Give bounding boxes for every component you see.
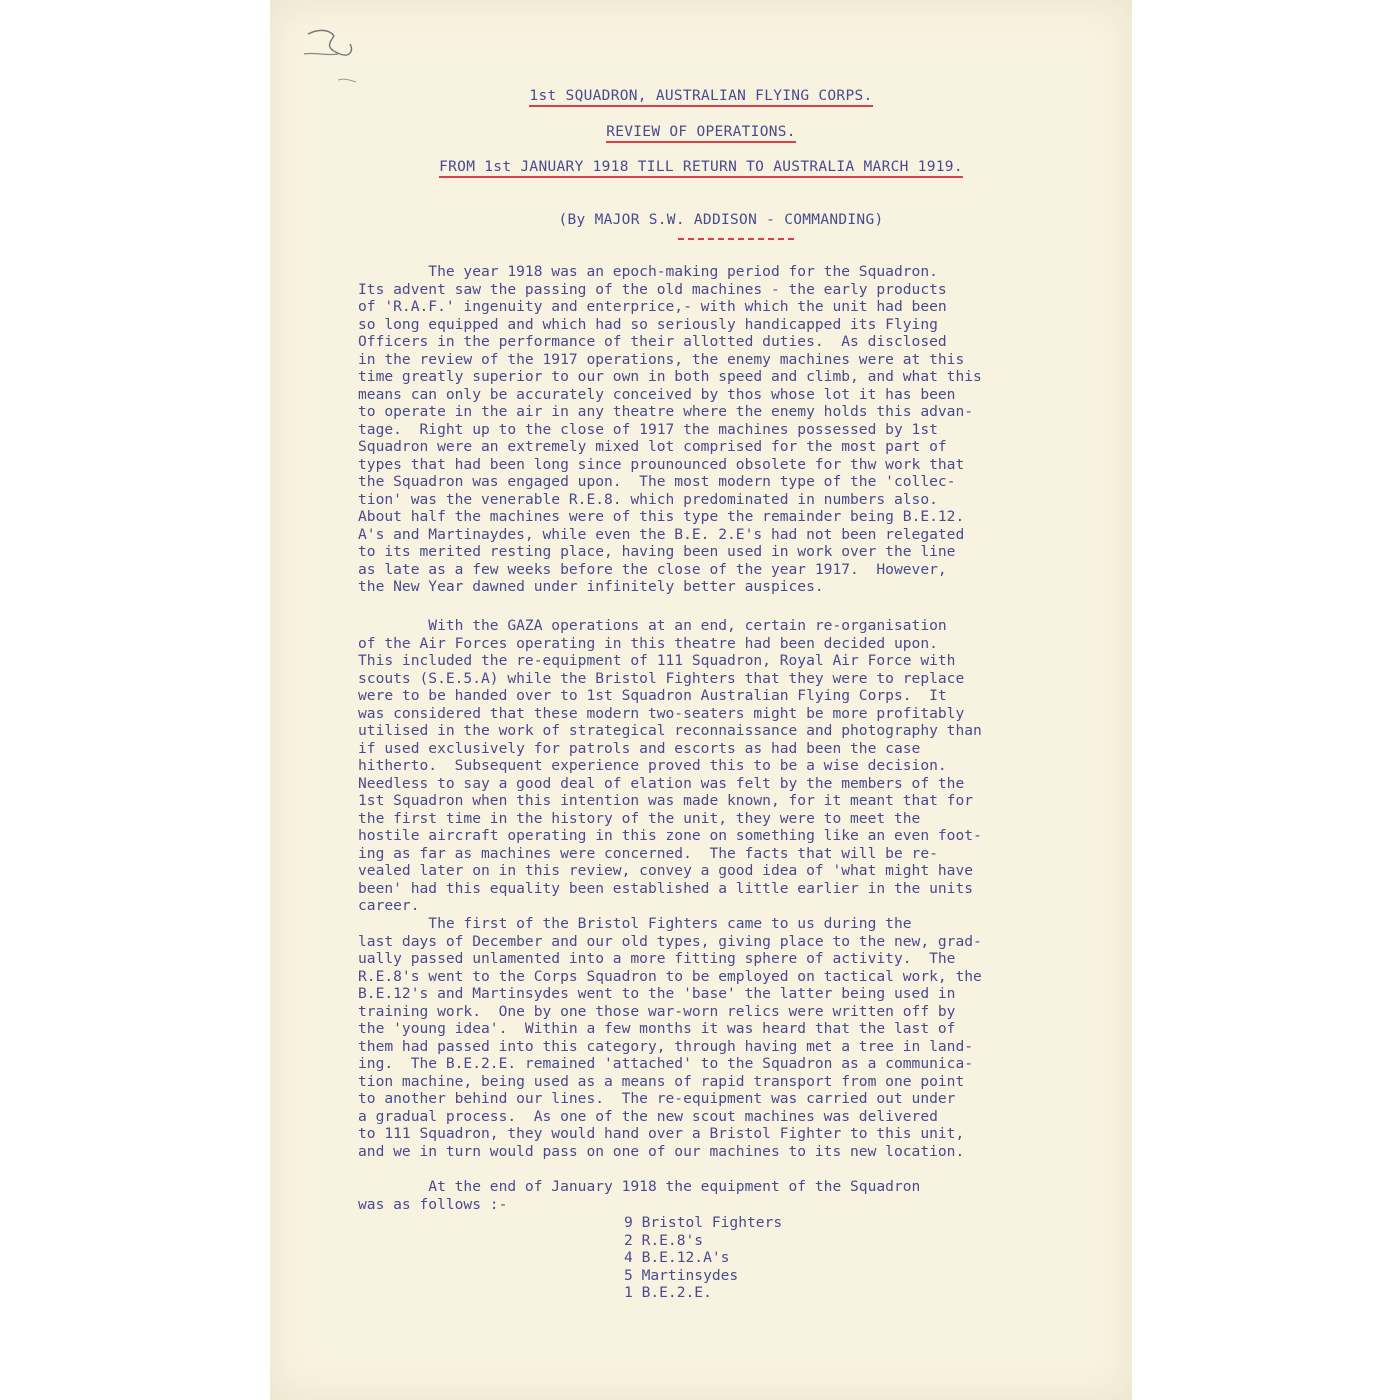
pencil-annotation-icon [300, 20, 370, 90]
list-item: 9 Bristol Fighters [624, 1214, 783, 1231]
paragraph-1: The year 1918 was an epoch-making period for the Squadron. Its advent saw the passing of the old machines - the early products of 'R.A.F.' ingenuity and enterprice,- with which the unit had been so long equipped and which had so seriously handicapped its Flying Officers in the performance of their allotted duties. As disclosed in the review of the 1917 operations, the enemy machines were at this time greatly superior to our own in both speed and climb, and what this means can only be accurately conceived by thos whose lot it has been to operate in the air in any theatre where the enemy holds this advan- tage. Right up to the close of 1917 the machines possessed by 1st Squadron were an extremely mixed lot comprised for the most part of types that had been long since prounounced obsolete for thw work that the Squadron was engaged upon. The most modern type of the 'collec- tion' was the venerable R.E.8. which predominated in numbers also. About half the machines were of this type the remainder being B.E.12. A's and Martinaydes, while even the B.E. 2.E's had not been relegated to its merited resting place, having been used in work over the line as late as a few weeks before the close of the year 1917. However, the New Year dawned under infinitely better auspices. [358, 263, 982, 595]
heading-squadron: 1st SQUADRON, AUSTRALIAN FLYING CORPS. [270, 88, 1132, 107]
heading-review: REVIEW OF OPERATIONS. [270, 124, 1132, 143]
list-item: 2 R.E.8's [624, 1231, 704, 1249]
byline: (By MAJOR S.W. ADDISON - COMMANDING) [558, 212, 884, 228]
equipment-list [624, 1214, 924, 1302]
byline-underline [678, 238, 794, 240]
list-item: 1 B.E.2.E. [624, 1284, 712, 1301]
paragraph-3: The first of the Bristol Fighters came to us during the last days of December and our old types, giving place to the new, grad- ually passed unlamented into a more fitting sphere of activity. The R.E.8's went to the Corps Squadron to be employed on tactical work, the B.E.12's and Martinsydes went to the 'base' the latter being used in training work. One by one those war-worn relics were written off by the 'young idea'. Within a few months it was heard that the last of them had passed into this category, through having met a tree in land- ing. The B.E.2.E. remained 'attached' to the Squadron as a communica- tion machine, being used as a means of rapid transport from one point to another behind our lines. The re-equipment was carried out under a gradual process. As one of the new scout machines was delivered to 111 Squadron, they would hand over a Bristol Fighter to this unit, and we in turn would pass on one of our machines to its new location. [358, 915, 982, 1160]
list-item: 5 Martinsydes [624, 1266, 739, 1284]
list-item: 4 B.E.12.A's [624, 1249, 730, 1266]
paragraph-2: With the GAZA operations at an end, certain re-organisation of the Air Forces operating in this theatre had been decided upon. This included the re-equipment of 111 Squadron, Royal Air Force with scouts (S.E.5.A) while the Bristol Fighters that they were to replace were to be handed over to 1st Squadron Australian Flying Corps. It was considered that these modern two-seaters might be more profitably utilised in the work of strategical reconnaissance and photography than if used exclusively for patrols and escorts as had been the case hitherto. Subsequent experience proved this to be a wise decision. Needless to say a good deal of elation was felt by the members of the 1st Squadron when this intention was made known, for it meant that for the first time in the history of the unit, they were to meet the hostile aircraft operating in this zone on something like an even foot- ing as far as machines were concerned. The facts that will be re- vealed later on in this review, convey a good idea of 'what might have been' had this equality been established a little earlier in the units career. [358, 617, 982, 914]
heading-period: FROM 1st JANUARY 1918 TILL RETURN TO AUSTRALIA MARCH 1919. [270, 159, 1132, 178]
paragraph-4: At the end of January 1918 the equipment of the Squadron was as follows :- [358, 1178, 921, 1213]
